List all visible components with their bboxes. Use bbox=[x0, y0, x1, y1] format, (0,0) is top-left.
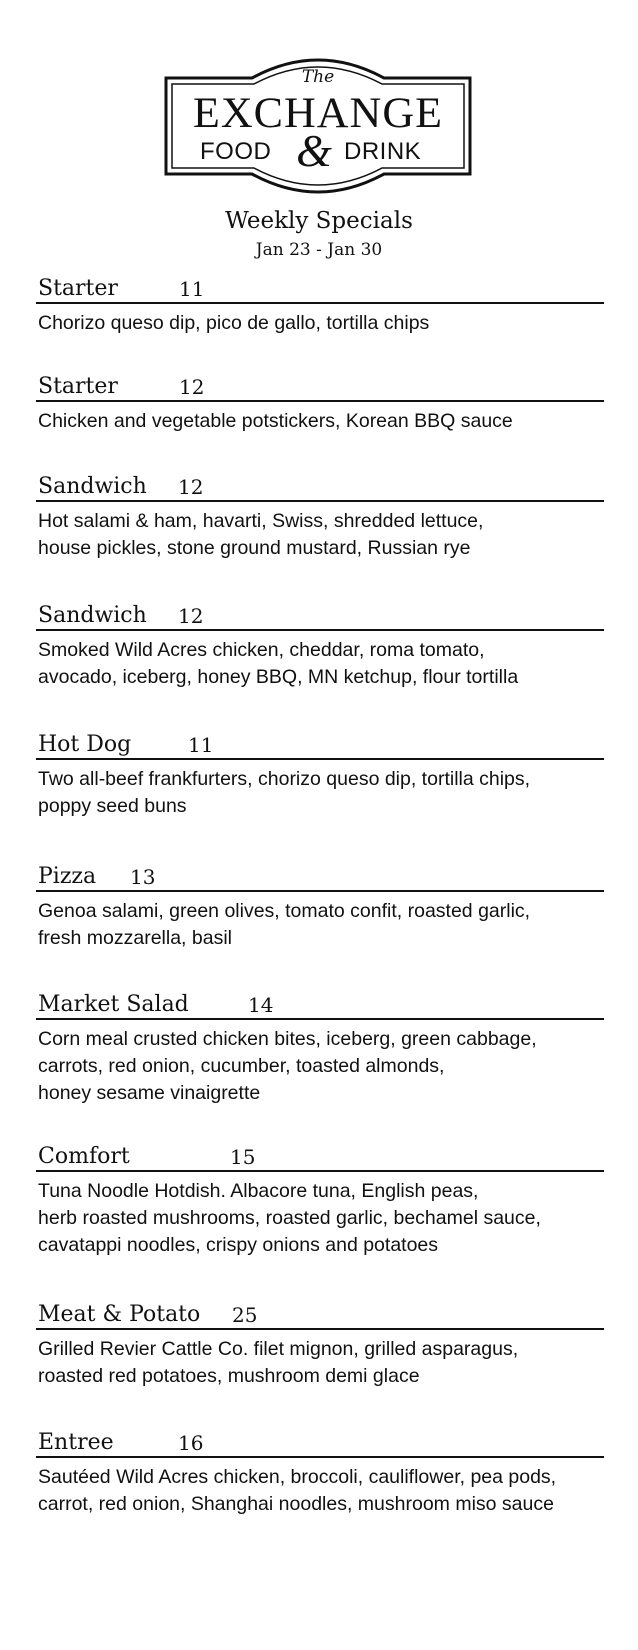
menu-item-price: 16 bbox=[178, 1431, 204, 1455]
menu-item-price: 15 bbox=[230, 1145, 256, 1169]
menu-item-price: 12 bbox=[179, 375, 205, 399]
menu-item bbox=[36, 984, 604, 1107]
menu-item-header bbox=[36, 366, 604, 402]
menu-item-description: Chorizo queso dip, pico de gallo, tortilla chips bbox=[38, 312, 430, 334]
menu-item-price: 12 bbox=[178, 475, 204, 499]
menu-item bbox=[36, 856, 604, 952]
date-range: Jan 23 - Jan 30 bbox=[255, 240, 383, 260]
menu-item-price: 11 bbox=[179, 277, 205, 301]
menu-item-name: Market Salad bbox=[38, 992, 189, 1017]
menu-item-name: Starter bbox=[38, 276, 118, 301]
menu-item-price: 13 bbox=[130, 865, 156, 889]
menu-item bbox=[36, 595, 604, 691]
menu-item-price: 25 bbox=[232, 1303, 258, 1327]
menu-item-header bbox=[36, 1294, 604, 1330]
menu-item-name: Comfort bbox=[38, 1144, 130, 1169]
menu-item-name: Hot Dog bbox=[38, 732, 132, 757]
menu-item-header bbox=[36, 856, 604, 892]
menu-item bbox=[36, 1136, 604, 1259]
menu-item-price: 12 bbox=[178, 604, 204, 628]
menu-item-description: Corn meal crusted chicken bites, iceberg, green cabbage, carrots, red onion, cucumber, toasted almonds, honey sesame vinaigrette bbox=[38, 1028, 537, 1104]
logo-the: The bbox=[301, 67, 335, 87]
menu-item bbox=[36, 724, 604, 820]
menu-item-header bbox=[36, 984, 604, 1020]
menu-item-description: Grilled Revier Cattle Co. filet mignon, grilled asparagus, roasted red potatoes, mushroom demi glace bbox=[38, 1338, 519, 1387]
menu-item-name: Entree bbox=[38, 1430, 114, 1455]
menu-item-header bbox=[36, 595, 604, 631]
menu-item-price: 14 bbox=[248, 993, 274, 1017]
menu-item-description: Hot salami & ham, havarti, Swiss, shredded lettuce, house pickles, stone ground mustard, Russian rye bbox=[38, 510, 484, 559]
menu-item bbox=[36, 1294, 604, 1390]
page-title: Weekly Specials bbox=[225, 208, 413, 234]
menu-item-description: Two all-beef frankfurters, chorizo queso dip, tortilla chips, poppy seed buns bbox=[38, 768, 531, 817]
menu-item-header bbox=[36, 1422, 604, 1458]
menu-item-header bbox=[36, 1136, 604, 1172]
menu-item-header bbox=[36, 724, 604, 760]
menu-item-name: Pizza bbox=[38, 864, 97, 889]
menu-item bbox=[36, 268, 604, 337]
restaurant-logo bbox=[164, 56, 472, 196]
menu-item-description: Chicken and vegetable potstickers, Korean BBQ sauce bbox=[38, 410, 513, 432]
menu-item bbox=[36, 1422, 604, 1518]
menu-item-name: Meat & Potato bbox=[38, 1302, 201, 1327]
logo-badge bbox=[164, 56, 472, 196]
menu-item bbox=[36, 466, 604, 562]
menu-item-name: Starter bbox=[38, 374, 118, 399]
menu-item-header bbox=[36, 466, 604, 502]
logo-drink: DRINK bbox=[344, 138, 422, 165]
menu-item bbox=[36, 366, 604, 435]
menu-item-price: 11 bbox=[188, 733, 214, 757]
menu-item-name: Sandwich bbox=[38, 474, 147, 499]
menu-item-description: Genoa salami, green olives, tomato confit, roasted garlic, fresh mozzarella, basil bbox=[38, 900, 531, 949]
menu-item-header bbox=[36, 268, 604, 304]
logo-food: FOOD bbox=[200, 138, 272, 165]
menu-item-name: Sandwich bbox=[38, 603, 147, 628]
menu-item-description: Tuna Noodle Hotdish. Albacore tuna, English peas, herb roasted mushrooms, roasted garlic, bechamel sauce, cavatappi noodles, crispy onions and potatoes bbox=[38, 1180, 541, 1256]
logo-name: EXCHANGE bbox=[193, 90, 443, 137]
menu-item-description: Sautéed Wild Acres chicken, broccoli, cauliflower, pea pods, carrot, red onion, Shanghai noodles, mushroom miso sauce bbox=[38, 1466, 557, 1515]
menu-item-description: Smoked Wild Acres chicken, cheddar, roma tomato, avocado, iceberg, honey BBQ, MN ketchup, flour tortilla bbox=[38, 639, 519, 688]
logo-ampersand: & bbox=[296, 125, 332, 176]
